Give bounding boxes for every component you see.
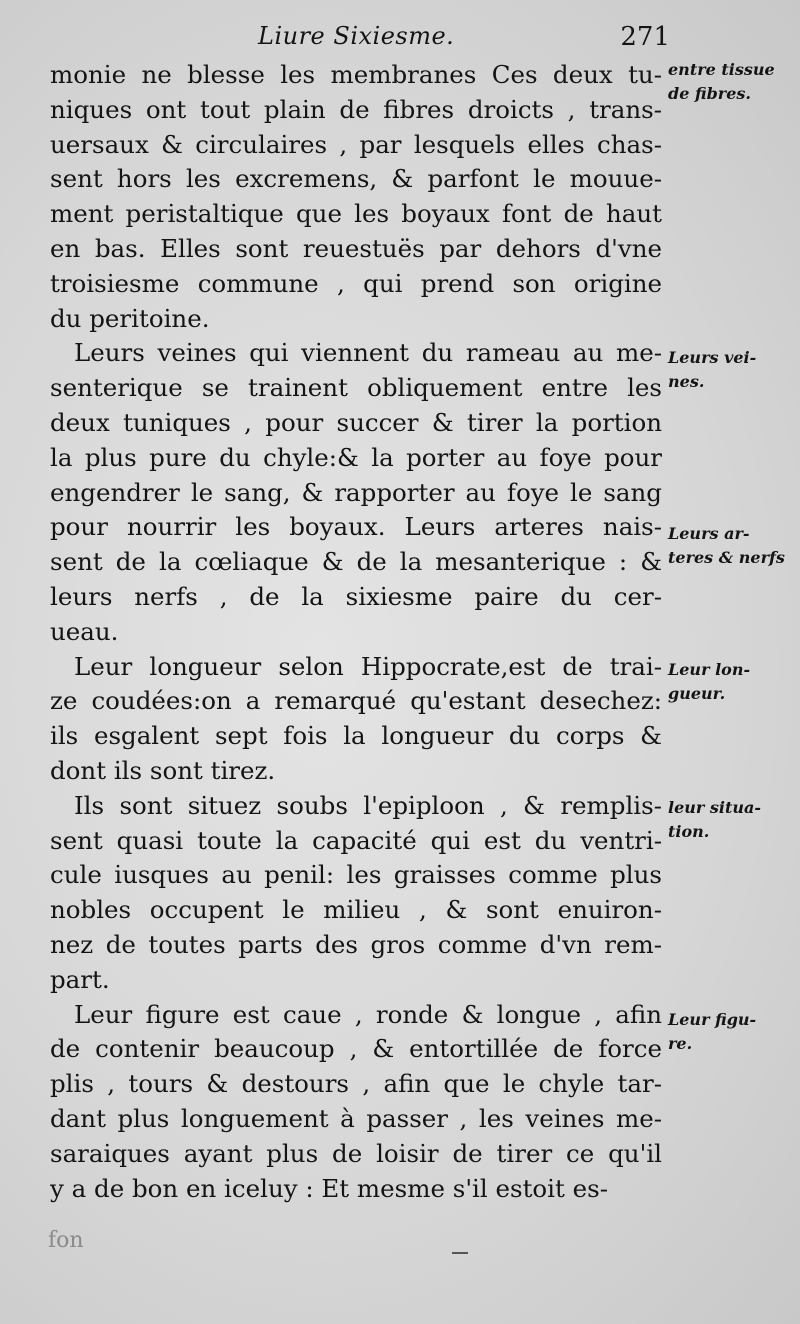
margin-note: [668, 522, 796, 570]
text-line: sent quasi toute la capacité qui est du ventri-: [50, 825, 662, 855]
paragraph: [50, 650, 662, 789]
text-line: la plus pure du chyle:& la porter au foye pour: [50, 442, 662, 472]
text-line: sent de la cœliaque & de la mesanterique : &: [50, 547, 662, 577]
text-line: en bas. Elles sont reuestuës par dehors d'vne: [50, 233, 662, 263]
margin-note: [668, 796, 796, 844]
paragraph: [50, 789, 662, 998]
margin-note-line: teres & nerfs: [668, 548, 785, 567]
text-line: saraiques ayant plus de loisir de tirer ce qu'il: [50, 1138, 662, 1168]
text-line: leurs nerfs , de la sixiesme paire du cer-: [50, 581, 662, 611]
text-line: ils esgalent sept fois la longueur du corps &: [50, 721, 662, 751]
margin-note: [668, 58, 796, 106]
margin-note-line: entre tissue: [668, 60, 775, 79]
margin-note-line: Leur lon-: [668, 660, 751, 679]
text-line: de contenir beaucoup , & entortillée de force: [50, 1034, 662, 1064]
margin-note: [668, 658, 796, 706]
text-line: niques ont tout plain de fibres droicts , trans-: [50, 94, 662, 124]
margin-note-line: de fibres.: [668, 84, 751, 103]
text-line: Leurs veines qui viennent du rameau au me-: [74, 338, 662, 368]
margin-note-line: tion.: [668, 822, 710, 841]
paragraph: [50, 336, 662, 649]
text-line: monie ne blesse les membranes Ces deux tu-: [50, 60, 662, 89]
text-line: dant plus longuement à passer , les veines me-: [50, 1103, 662, 1133]
text-line: pour nourrir les boyaux. Leurs arteres nais-: [50, 512, 662, 542]
margin-note-line: nes.: [668, 372, 705, 391]
text-line: du peritoine.: [50, 303, 210, 333]
paragraph: [50, 998, 662, 1207]
paragraph: [50, 58, 662, 336]
text-line: dont ils sont tirez.: [50, 755, 276, 785]
text-line: ueau.: [50, 616, 119, 646]
running-title: Liure Sixiesme.: [258, 22, 455, 50]
text-line: y a de bon en iceluy : Et mesme s'il estoit es-: [50, 1173, 608, 1203]
text-line: sent hors les excremens, & parfont le mouue-: [50, 164, 662, 194]
text-line: troisiesme commune , qui prend son origine: [50, 268, 662, 298]
bottom-mark: [452, 1252, 468, 1254]
text-line: deux tuniques , pour succer & tirer la portion: [50, 407, 662, 437]
text-line: ment peristaltique que les boyaux font de haut: [50, 199, 662, 229]
body-text: [50, 58, 662, 1206]
margin-note-line: Leurs ar-: [668, 524, 750, 543]
margin-note-line: Leurs vei-: [668, 348, 757, 367]
margin-note: [668, 346, 796, 394]
text-line: uersaux & circulaires , par lesquels elles chas-: [50, 129, 662, 159]
page-header: [50, 22, 670, 56]
bleed-through-text: fon: [48, 1228, 84, 1253]
margin-note: [668, 1008, 796, 1056]
text-line: engendrer le sang, & rapporter au foye le sang: [50, 477, 662, 507]
margin-note-line: Leur figu-: [668, 1010, 757, 1029]
margin-note-line: gueur.: [668, 684, 726, 703]
text-line: nez de toutes parts des gros comme d'vn rem-: [50, 929, 662, 959]
text-line: Ils sont situez soubs l'epiploon , & remplis-: [74, 790, 662, 820]
text-line: Leur figure est caue , ronde & longue , afin: [74, 999, 662, 1029]
text-line: ze coudées:on a remarqué qu'estant desechez:: [50, 686, 662, 716]
text-line: plis , tours & destours , afin que le chyle tar-: [50, 1069, 662, 1099]
text-line: nobles occupent le milieu , & sont enuiron-: [50, 895, 662, 925]
margin-note-line: re.: [668, 1034, 693, 1053]
text-line: cule iusques au penil: les graisses comme plus: [50, 860, 662, 890]
text-line: senterique se trainent obliquement entre les: [50, 373, 662, 403]
text-line: Leur longueur selon Hippocrate,est de trai-: [74, 651, 662, 681]
margin-note-line: leur situa-: [668, 798, 762, 817]
page-number: 271: [620, 22, 670, 52]
text-line: part.: [50, 964, 110, 994]
